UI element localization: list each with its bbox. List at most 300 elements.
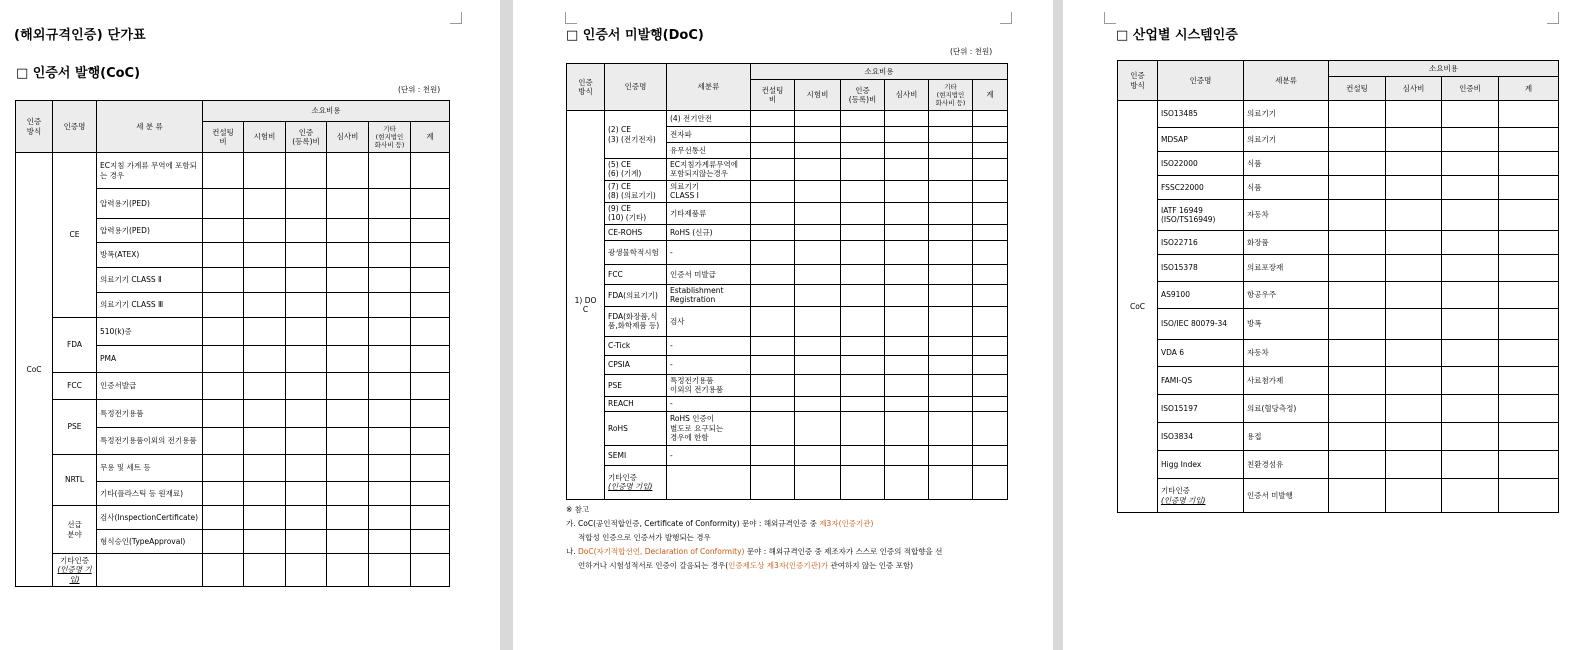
cost-cell [327, 482, 369, 506]
cost-cell [327, 346, 369, 373]
crop-mark [1000, 12, 1012, 24]
cost-cell [929, 111, 973, 127]
cost-cell [203, 153, 244, 189]
cost-cell [1386, 200, 1442, 231]
cost-cell [203, 268, 244, 293]
header-detail: 세분류 [1244, 61, 1329, 101]
cost-cell [286, 530, 327, 554]
cost-cell [841, 159, 885, 181]
cost-cell [369, 293, 411, 318]
crop-mark [450, 12, 462, 24]
table-row [567, 240, 1008, 264]
cost-cell [1386, 152, 1442, 176]
cost-cell [885, 336, 929, 355]
cost-cell [885, 224, 929, 240]
cost-cell [286, 554, 327, 587]
cost-cell [369, 506, 411, 530]
cost-cell [751, 143, 795, 159]
cost-cell [1442, 423, 1499, 451]
detail-cell: 압력용기(PED) [97, 219, 203, 243]
cost-cell [286, 153, 327, 189]
section-title-doc: □ 인증서 미발행(DoC) [566, 28, 704, 43]
detail-cell: 방폭(ATEX) [97, 243, 203, 268]
table-row [16, 400, 450, 428]
system-cert-table [1117, 60, 1559, 513]
cost-cell [1499, 367, 1559, 395]
detail-cell: 의료기기 [1244, 128, 1329, 152]
table-row [16, 455, 450, 482]
cert-name-cell: ISO22716 [1158, 231, 1244, 255]
doc-cost-table [566, 63, 1008, 500]
cost-cell [1499, 176, 1559, 200]
note-b-line-1: 나. DoC(자기적합선언, Declaration of Conformity) 문야 : 해외규격인증 중 제조자가 스스로 인증의 적합향을 선 [566, 547, 943, 556]
cost-cell [1329, 255, 1386, 282]
detail-cell: 검사 [667, 306, 751, 336]
cost-cell [885, 411, 929, 445]
detail-cell: - [667, 396, 751, 411]
cost-cell [286, 189, 327, 219]
detail-cell: 의료기기 CLASS Ⅲ [97, 293, 203, 318]
table-row [1118, 479, 1559, 513]
cert-name-cell: ISO3834 [1158, 423, 1244, 451]
cost-cell [286, 346, 327, 373]
cost-cell [369, 400, 411, 428]
header-registration: 인증 (등록)비 [286, 122, 327, 153]
table-row [1118, 101, 1559, 128]
document-page-3 [1063, 0, 1585, 650]
cost-cell [795, 465, 841, 499]
section-title-coc: □ 인증서 발행(CoC) [16, 66, 141, 81]
cost-cell [841, 355, 885, 374]
cost-cell [929, 445, 973, 465]
cost-cell [1499, 255, 1559, 282]
cost-cell [885, 465, 929, 499]
detail-cell: - [667, 445, 751, 465]
cost-cell [1442, 152, 1499, 176]
table-row [567, 336, 1008, 355]
cert-name-cell: (9) CE (10) (기타) [605, 202, 667, 224]
detail-cell: 형식승인(TypeApproval) [97, 530, 203, 554]
cost-cell [841, 264, 885, 284]
cost-cell [286, 428, 327, 455]
table-row [1118, 309, 1559, 340]
cert-name-cell: IATF 16949 (ISO/TS16949) [1158, 200, 1244, 231]
cost-cell [751, 111, 795, 127]
cost-cell [286, 243, 327, 268]
detail-cell: 식품 [1244, 152, 1329, 176]
cost-cell [795, 111, 841, 127]
cost-cell [1442, 101, 1499, 128]
cost-cell [244, 530, 286, 554]
cert-name-cell: 광생물학적시험 [605, 240, 667, 264]
cost-cell [203, 506, 244, 530]
cost-cell [1329, 128, 1386, 152]
cost-cell [1499, 309, 1559, 340]
cost-cell [244, 455, 286, 482]
cost-cell [751, 127, 795, 143]
cost-cell [1386, 367, 1442, 395]
cost-cell [929, 355, 973, 374]
detail-cell: 인증서발급 [97, 373, 203, 400]
detail-cell [667, 465, 751, 499]
cost-cell [411, 153, 450, 189]
section-title-system: □ 산업별 시스템인증 [1116, 28, 1238, 43]
cost-cell [1442, 231, 1499, 255]
header-cost-group: 소요비용 [203, 101, 450, 122]
cost-cell [1442, 255, 1499, 282]
cost-cell [244, 318, 286, 346]
cert-name-cell: FCC [53, 373, 97, 400]
cert-name-cell: VDA 6 [1158, 340, 1244, 367]
cost-cell [1442, 451, 1499, 479]
cost-cell [973, 396, 1008, 411]
header-cert-name: 인증명 [53, 101, 97, 153]
cost-cell [795, 143, 841, 159]
table-row [567, 180, 1008, 202]
header-test: 시험비 [795, 80, 841, 111]
cert-name-cell: REACH [605, 396, 667, 411]
header-method: 인증 방식 [16, 101, 53, 153]
cost-cell [244, 293, 286, 318]
cost-cell [841, 224, 885, 240]
cost-cell [1442, 479, 1499, 513]
cost-cell [841, 240, 885, 264]
cost-cell [973, 143, 1008, 159]
cost-cell [369, 455, 411, 482]
cost-cell [369, 318, 411, 346]
note-a-line-1: 가. CoC(공인적합인증, Certificate of Conformity) 문야 : 해외규격인증 중 제3자(인증기관) [566, 519, 874, 528]
cert-name-cell: C-Tick [605, 336, 667, 355]
header-total: 계 [1499, 77, 1559, 101]
cost-cell [286, 318, 327, 346]
header-other: 기타 (현지법인 화사비 등) [369, 122, 411, 153]
detail-cell: 510(k)증 [97, 318, 203, 346]
detail-cell: 의료기기 CLASS Ⅱ [97, 268, 203, 293]
cost-cell [1442, 309, 1499, 340]
cost-cell [929, 224, 973, 240]
cost-cell [973, 306, 1008, 336]
cost-cell [885, 143, 929, 159]
cost-cell [411, 482, 450, 506]
cert-name-cell: FDA(화장품,식품,화학제품 등) [605, 306, 667, 336]
header-detail: 세분류 [667, 64, 751, 111]
cost-cell [841, 336, 885, 355]
cost-cell [1329, 479, 1386, 513]
cost-cell [369, 482, 411, 506]
cost-cell [841, 445, 885, 465]
cost-cell [929, 127, 973, 143]
cost-cell [795, 240, 841, 264]
cost-cell [751, 465, 795, 499]
cost-cell [795, 411, 841, 445]
cert-name-cell: 선급 분야 [53, 506, 97, 554]
other-cert-hint: (인증명 기입) [1161, 495, 1206, 505]
cost-cell [411, 346, 450, 373]
table-row [1118, 128, 1559, 152]
cost-cell [369, 153, 411, 189]
header-other: 기타 (현지법인 화사비 등) [929, 80, 973, 111]
cost-cell [1329, 176, 1386, 200]
cost-cell [751, 374, 795, 396]
cost-cell [841, 202, 885, 224]
crop-mark [1104, 12, 1116, 24]
cost-cell [286, 219, 327, 243]
cost-cell [244, 189, 286, 219]
unit-label: (단위 : 천원) [950, 47, 993, 56]
cost-cell [203, 530, 244, 554]
cost-cell [1386, 128, 1442, 152]
cost-cell [973, 355, 1008, 374]
detail-cell: 의료기기 [1244, 101, 1329, 128]
cost-cell [203, 219, 244, 243]
notes-heading: ※ 참고 [566, 505, 590, 514]
cost-cell [973, 127, 1008, 143]
header-consulting: 컨설팅 비 [203, 122, 244, 153]
cost-cell [327, 189, 369, 219]
detail-cell: (4) 전기안전 [667, 111, 751, 127]
table-row [1118, 200, 1559, 231]
cost-cell [244, 153, 286, 189]
cost-cell [286, 400, 327, 428]
cost-cell [929, 264, 973, 284]
crop-mark [565, 12, 577, 24]
cost-cell [795, 284, 841, 306]
cost-cell [244, 268, 286, 293]
cost-cell [203, 373, 244, 400]
header-total: 계 [411, 122, 450, 153]
cost-cell [327, 243, 369, 268]
cost-cell [203, 243, 244, 268]
cost-cell [411, 268, 450, 293]
cost-cell [203, 400, 244, 428]
cost-cell [885, 111, 929, 127]
detail-cell: 기타(플라스틱 등 원재료) [97, 482, 203, 506]
table-row [1118, 395, 1559, 423]
detail-cell: 특정전기용품이외의 전기용품 [97, 428, 203, 455]
cost-cell [929, 374, 973, 396]
cost-cell [929, 202, 973, 224]
cost-cell [973, 465, 1008, 499]
cost-cell [973, 111, 1008, 127]
cost-cell [973, 445, 1008, 465]
cert-name-cell: PSE [605, 374, 667, 396]
cost-cell [929, 411, 973, 445]
document-page-1 [0, 0, 500, 650]
cost-cell [1329, 423, 1386, 451]
cost-cell [1442, 128, 1499, 152]
detail-cell: PMA [97, 346, 203, 373]
table-row [1118, 231, 1559, 255]
detail-cell: 방폭 [1244, 309, 1329, 340]
cost-cell [1329, 309, 1386, 340]
cost-cell [1386, 479, 1442, 513]
cost-cell [1499, 395, 1559, 423]
method-cell: CoC [16, 153, 53, 587]
table-row [567, 445, 1008, 465]
header-cost-group: 소요비용 [751, 64, 1008, 80]
table-row [567, 159, 1008, 181]
cost-cell [751, 355, 795, 374]
detail-cell: 항공우주 [1244, 282, 1329, 309]
cert-name-cell: Higg Index [1158, 451, 1244, 479]
cost-cell [411, 189, 450, 219]
cost-cell [885, 180, 929, 202]
cost-cell [929, 180, 973, 202]
cost-cell [369, 243, 411, 268]
cost-cell [973, 159, 1008, 181]
cost-cell [1329, 340, 1386, 367]
detail-cell: 특정전기용품 [97, 400, 203, 428]
detail-cell: - [667, 336, 751, 355]
cost-cell [369, 554, 411, 587]
cost-cell [286, 373, 327, 400]
cost-cell [1499, 479, 1559, 513]
cost-cell [1329, 282, 1386, 309]
cost-cell [411, 318, 450, 346]
cost-cell [841, 127, 885, 143]
cost-cell [327, 293, 369, 318]
detail-cell: 인증서 미발행 [1244, 479, 1329, 513]
other-cert-name [1158, 479, 1244, 513]
cost-cell [244, 428, 286, 455]
cost-cell [369, 530, 411, 554]
cost-cell [751, 284, 795, 306]
detail-cell: EC지침가계류무역에 포함되지않는경우 [667, 159, 751, 181]
cost-cell [1386, 231, 1442, 255]
detail-cell: 전자파 [667, 127, 751, 143]
cost-cell [411, 243, 450, 268]
cost-cell [841, 411, 885, 445]
cost-cell [244, 373, 286, 400]
crop-mark [1547, 12, 1559, 24]
cost-cell [841, 111, 885, 127]
header-registration: 인증비 [1442, 77, 1499, 101]
cost-cell [841, 396, 885, 411]
cost-cell [973, 284, 1008, 306]
table-row [567, 355, 1008, 374]
detail-cell: Establishment Registration [667, 284, 751, 306]
table-row [567, 396, 1008, 411]
cost-cell [1499, 282, 1559, 309]
table-row [567, 111, 1008, 127]
detail-cell: 자동차 [1244, 340, 1329, 367]
cost-cell [1499, 231, 1559, 255]
cost-cell [929, 143, 973, 159]
cert-name-cell: FAMI-QS [1158, 367, 1244, 395]
header-cert-name: 인증명 [605, 64, 667, 111]
cost-cell [244, 243, 286, 268]
cost-cell [203, 346, 244, 373]
note-a-line-2: 적합성 인증으로 인증서가 발행되는 경우 [578, 533, 711, 542]
method-cell: 1) DO C [567, 111, 605, 500]
cost-cell [795, 202, 841, 224]
cost-cell [751, 411, 795, 445]
note-b-line-2: 언하거나 시험성적서로 인증이 갈음되는 경우(인증제도상 제3자(인증기관)가 관여하지 않는 인증 포함) [578, 561, 913, 570]
table-row [567, 284, 1008, 306]
detail-cell: 식품 [1244, 176, 1329, 200]
unit-label: (단위 : 천원) [398, 85, 441, 94]
detail-cell: - [667, 240, 751, 264]
cost-cell [841, 284, 885, 306]
cost-cell [751, 336, 795, 355]
table-row [567, 224, 1008, 240]
table-row [16, 153, 450, 189]
cost-cell [751, 306, 795, 336]
cost-cell [369, 346, 411, 373]
cost-cell [369, 219, 411, 243]
cost-cell [885, 355, 929, 374]
header-cost-group: 소요비용 [1329, 61, 1559, 77]
coc-cost-table [15, 100, 450, 587]
header-method: 인증 방식 [567, 64, 605, 111]
cost-cell [1442, 395, 1499, 423]
other-cert-label: 기타인증 [60, 555, 89, 565]
cert-name-cell: (5) CE (6) (기계) [605, 159, 667, 181]
cost-cell [885, 374, 929, 396]
cost-cell [369, 428, 411, 455]
cost-cell [885, 445, 929, 465]
cost-cell [411, 428, 450, 455]
detail-cell [97, 554, 203, 587]
cost-cell [1329, 395, 1386, 423]
table-row [1118, 152, 1559, 176]
table-row [16, 554, 450, 587]
cost-cell [973, 202, 1008, 224]
cost-cell [885, 240, 929, 264]
cert-name-cell: ISO22000 [1158, 152, 1244, 176]
header-audit: 심사비 [327, 122, 369, 153]
cost-cell [203, 482, 244, 506]
cost-cell [1386, 340, 1442, 367]
cost-cell [1499, 128, 1559, 152]
cert-name-cell: NRTL [53, 455, 97, 506]
cost-cell [795, 445, 841, 465]
cost-cell [973, 336, 1008, 355]
table-row [1118, 176, 1559, 200]
cost-cell [795, 224, 841, 240]
cost-cell [1386, 282, 1442, 309]
table-row [1118, 282, 1559, 309]
cost-cell [795, 159, 841, 181]
cost-cell [795, 355, 841, 374]
cost-cell [929, 240, 973, 264]
table-row [1118, 451, 1559, 479]
header-method: 인증 방식 [1118, 61, 1158, 101]
cost-cell [411, 373, 450, 400]
header-consulting: 컨설팅 비 [751, 80, 795, 111]
cost-cell [1442, 282, 1499, 309]
other-cert-name [605, 465, 667, 499]
cost-cell [885, 396, 929, 411]
cost-cell [885, 202, 929, 224]
other-cert-label: 기타인증 [1161, 486, 1190, 496]
table-row [567, 374, 1008, 396]
cost-cell [1386, 176, 1442, 200]
cert-name-cell: FCC [605, 264, 667, 284]
cost-cell [327, 400, 369, 428]
cost-cell [203, 455, 244, 482]
cost-cell [929, 465, 973, 499]
cost-cell [841, 306, 885, 336]
header-registration: 인증 (등록)비 [841, 80, 885, 111]
detail-cell: 인증서 미발급 [667, 264, 751, 284]
cost-cell [973, 180, 1008, 202]
method-cell: CoC [1118, 101, 1158, 513]
table-row [1118, 423, 1559, 451]
cost-cell [327, 455, 369, 482]
cost-cell [751, 240, 795, 264]
detail-cell: 압력용기(PED) [97, 189, 203, 219]
